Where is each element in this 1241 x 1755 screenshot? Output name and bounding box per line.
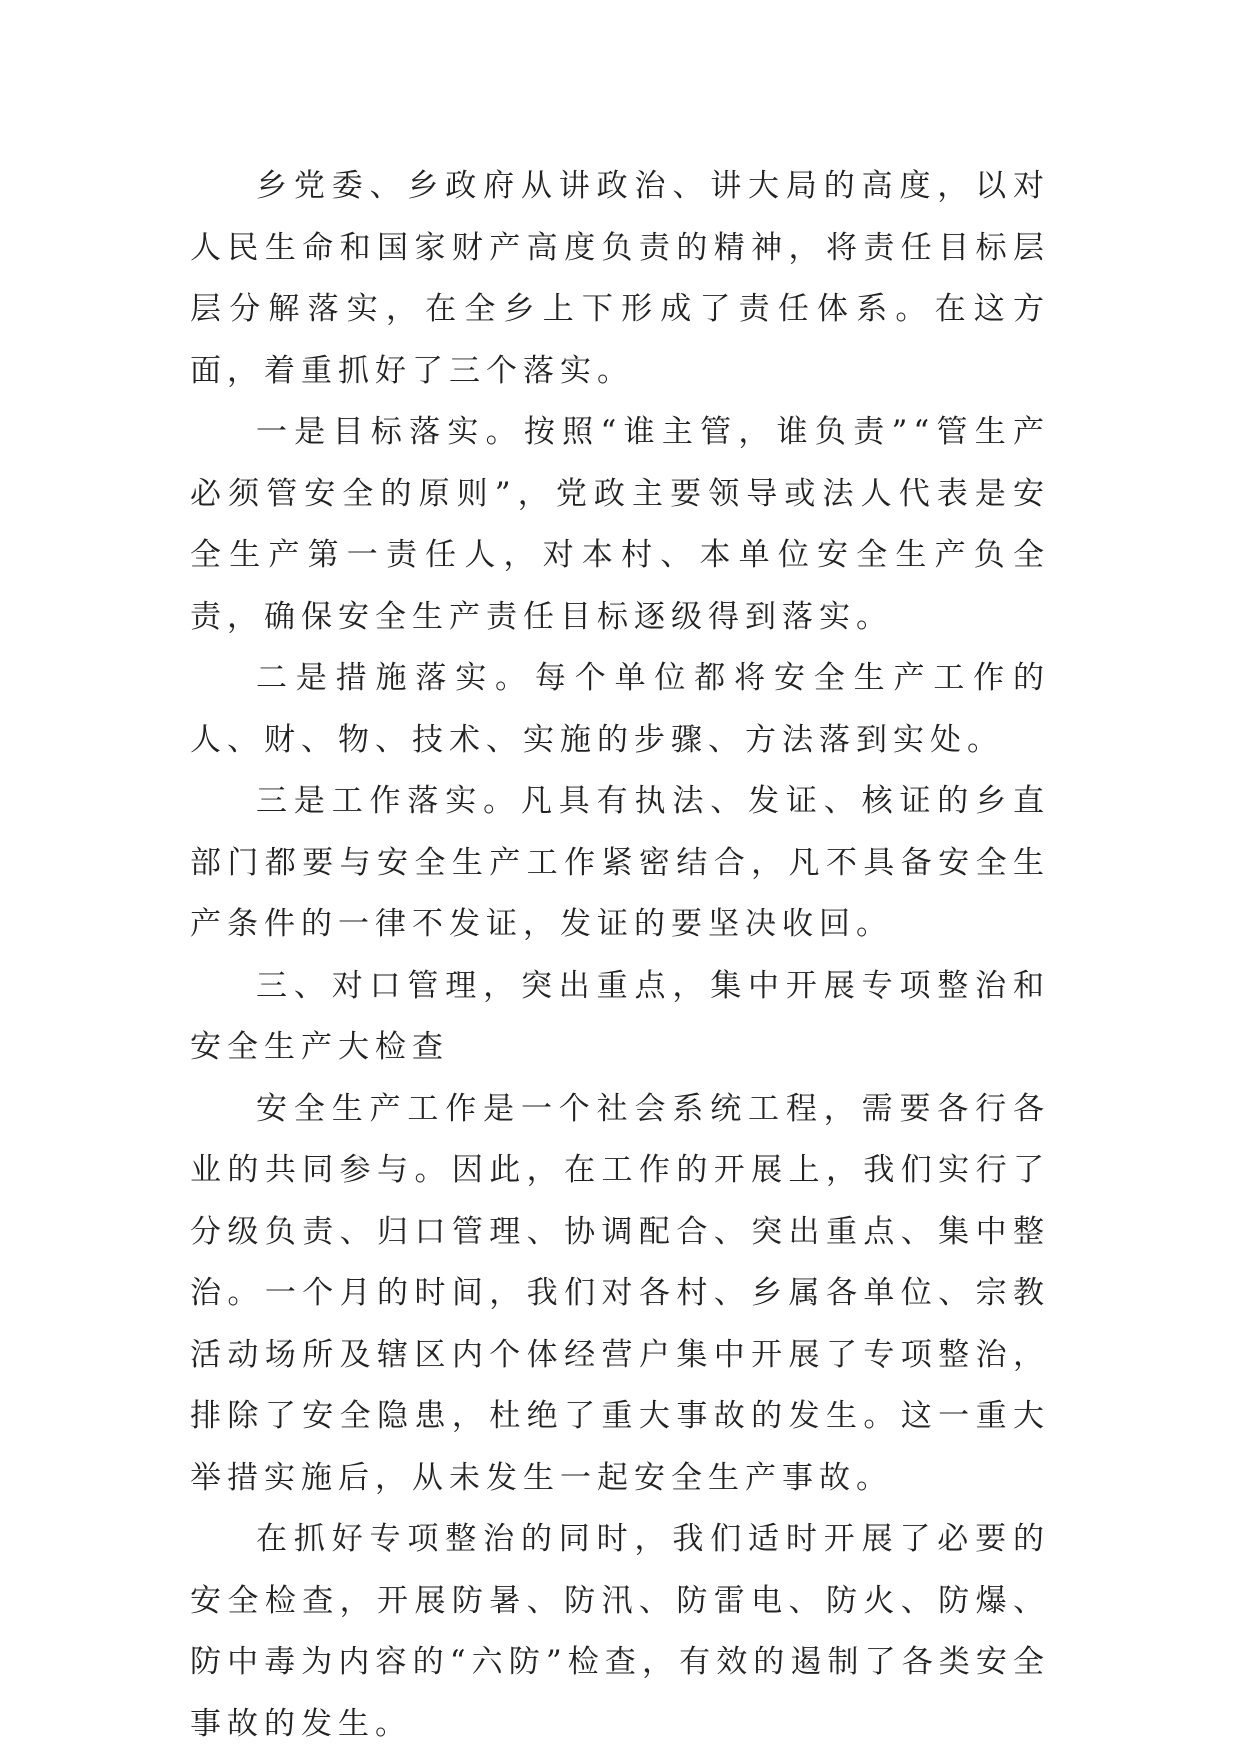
paragraph-goal-implementation: 一是目标落实。按照“谁主管，谁负责”“管生产必须管安全的原则”，党政主要领导或法人代表是安全生产第一责任人，对本村、本单位安全生产负全责，确保安全生产责任目标逐级得到落实。 xyxy=(190,414,1050,635)
paragraph-work-implementation: 三是工作落实。凡具有执法、发证、核证的乡直部门都要与安全生产工作紧密结合，凡不具备安全生产条件的一律不发证，发证的要坚决收回。 xyxy=(190,783,1050,942)
paragraph-safety-inspection: 在抓好专项整治的同时，我们适时开展了必要的安全检查，开展防暑、防汛、防雷电、防火、防爆、防中毒为内容的“六防”检查，有效的遏制了各类安全事故的发生。 xyxy=(190,1521,1050,1742)
paragraph-special-rectification: 安全生产工作是一个社会系统工程，需要各行各业的共同参与。因此，在工作的开展上，我们实行了分级负责、归口管理、协调配合、突出重点、集中整治。一个月的时间，我们对各村、乡属各单位、宗教活动场所及辖区内个体经营户集中开展了专项整治，排除了安全隐患，杜绝了重大事故的发生。这一重大举措实施后，从未发生一起安全生产事故。 xyxy=(190,1090,1050,1496)
section-heading-three: 三、对口管理，突出重点，集中开展专项整治和安全生产大检查 xyxy=(190,967,1050,1065)
document-body xyxy=(190,156,1050,1755)
paragraph-measures-implementation: 二是措施落实。每个单位都将安全生产工作的人、财、物、技术、实施的步骤、方法落到实处。 xyxy=(190,660,1050,758)
paragraph-responsibility-intro: 乡党委、乡政府从讲政治、讲大局的高度，以对人民生命和国家财产高度负责的精神，将责任目标层层分解落实，在全乡上下形成了责任体系。在这方面，着重抓好了三个落实。 xyxy=(190,168,1050,389)
